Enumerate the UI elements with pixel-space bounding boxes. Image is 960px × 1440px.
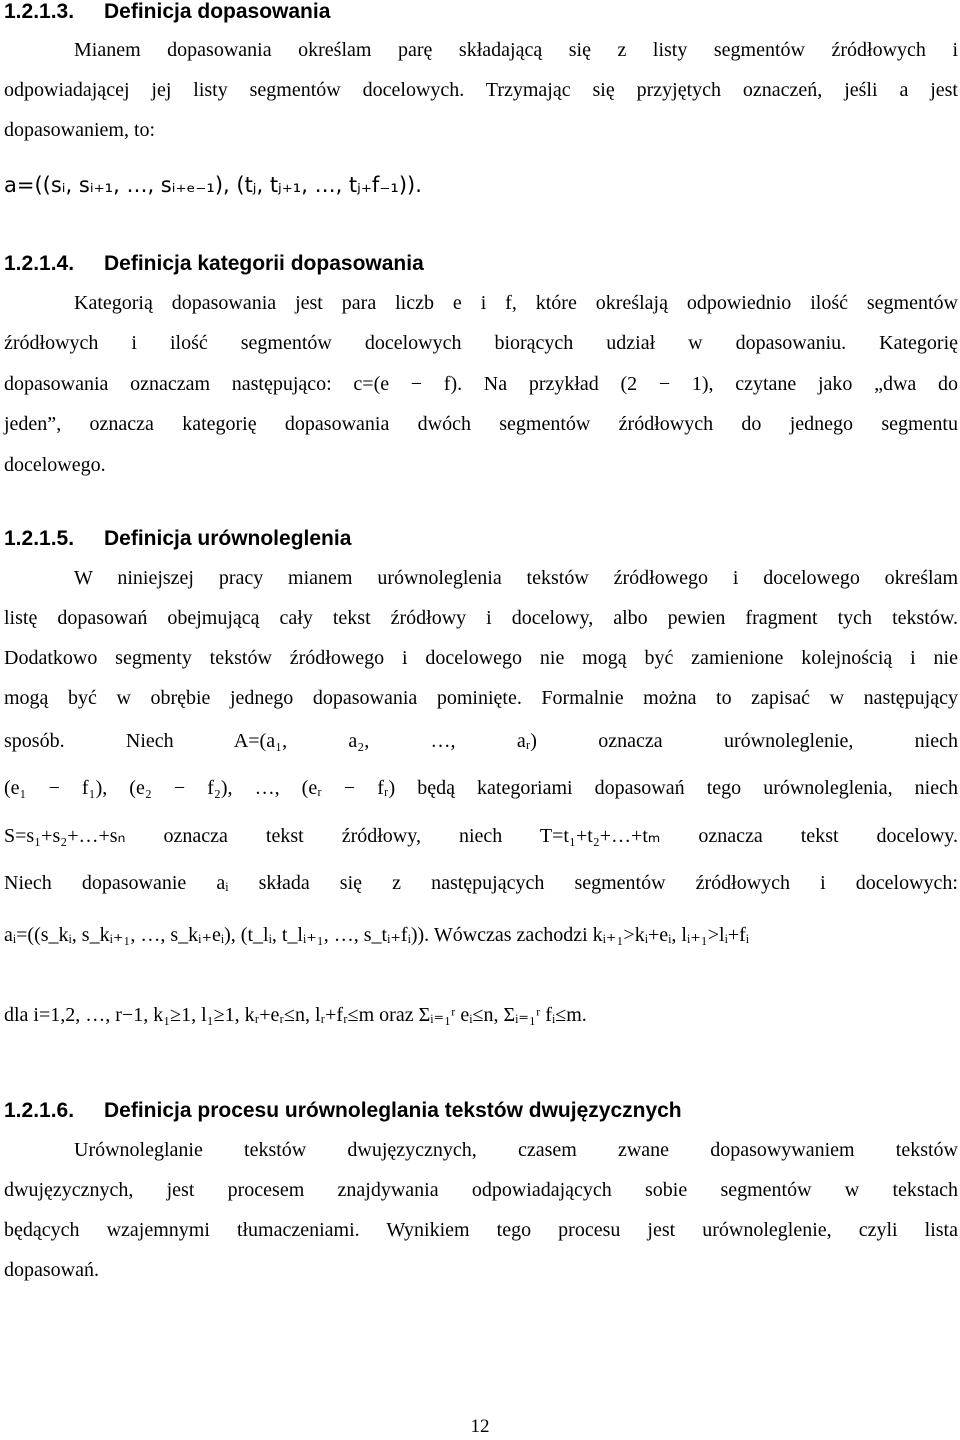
section-heading	[4, 252, 424, 276]
paragraph-line: S=s₁+s₂+…+sₙ oznacza tekst źródłowy, niech T=t₁+t₂+…+tₘ oznacza tekst docelowy.	[4, 825, 958, 847]
paragraph-line: mogą być w obrębie jednego dopasowania pominięte. Formalnie można to zapisać w następujący	[4, 687, 958, 709]
paragraph-line: sposób. Niech A=(a₁, a₂, …, aᵣ) oznacza urównoleglenie, niech	[4, 730, 958, 752]
paragraph-line: listę dopasowań obejmującą cały tekst źródłowy i docelowy, albo pewien fragment tych tekstów.	[4, 607, 958, 629]
page-number: 12	[470, 1416, 490, 1437]
paragraph-line: jeden”, oznacza kategorię dopasowania dwóch segmentów źródłowych do jednego segmentu	[4, 413, 958, 435]
section-heading	[4, 1099, 682, 1123]
paragraph-line: dopasowań.	[4, 1259, 99, 1281]
paragraph-line: dopasowaniem, to:	[4, 119, 156, 141]
paragraph-line: będących wzajemnymi tłumaczeniami. Wynikiem tego procesu jest urównoleglenie, czyli lista	[4, 1219, 958, 1241]
section-title: Definicja procesu urównoleglania tekstów dwujęzycznych	[104, 1099, 682, 1122]
section-title: Definicja dopasowania	[104, 0, 331, 23]
paragraph-line: dopasowania oznaczam następująco: c=(e − f). Na przykład (2 − 1), czytane jako „dwa do	[4, 373, 958, 395]
paragraph-line: W niniejszej pracy mianem urównoleglenia tekstów źródłowego i docelowego określam	[74, 567, 958, 589]
paragraph-line: źródłowych i ilość segmentów docelowych biorących udział w dopasowaniu. Kategorię	[4, 332, 958, 354]
section-heading	[4, 527, 351, 551]
paragraph-line: Dodatkowo segmenty tekstów źródłowego i docelowego nie mogą być zamienione kolejnością i nie	[4, 647, 958, 669]
section-number: 1.2.1.6.	[4, 1099, 75, 1122]
paragraph-line: dwujęzycznych, jest procesem znajdywania odpowiadających sobie segmentów w tekstach	[4, 1179, 958, 1201]
paragraph-line: (e₁ − f₁), (e₂ − f₂), …, (eᵣ − fᵣ) będą kategoriami dopasowań tego urównoleglenia, niech	[4, 777, 958, 799]
section-number: 1.2.1.3.	[4, 0, 75, 23]
section-title: Definicja urównoleglenia	[104, 527, 352, 550]
paragraph-line: aᵢ=((s_kᵢ, s_kᵢ₊₁, …, s_kᵢ₊eᵢ), (t_lᵢ, t_lᵢ₊₁, …, s_tᵢ₊fᵢ)). Wówczas zachodzi kᵢ₊₁>kᵢ+eᵢ, lᵢ₊₁>lᵢ+fᵢ	[4, 924, 750, 946]
paragraph-line: odpowiadającej jej listy segmentów docelowych. Trzymając się przyjętych oznaczeń, jeśli a jest	[4, 79, 958, 101]
paragraph-line: Urównoleglanie tekstów dwujęzycznych, czasem zwane dopasowywaniem tekstów	[74, 1139, 958, 1161]
section-heading	[4, 0, 330, 24]
section-number: 1.2.1.4.	[4, 252, 75, 275]
paragraph-line: Kategorią dopasowania jest para liczb e i f, które określają odpowiednio ilość segmentów	[74, 292, 958, 314]
paragraph-line: dla i=1,2, …, r−1, k₁≥1, l₁≥1, kᵣ+eᵣ≤n, lᵣ+fᵣ≤m oraz Σᵢ₌₁ʳ eᵢ≤n, Σᵢ₌₁ʳ fᵢ≤m.	[4, 1004, 587, 1026]
section-title: Definicja kategorii dopasowania	[104, 252, 424, 275]
math-formula: a=((sᵢ, sᵢ₊₁, …, sᵢ₊ₑ₋₁), (tⱼ, tⱼ₊₁, …, tⱼ₊f₋₁)).	[4, 173, 422, 197]
section-number: 1.2.1.5.	[4, 527, 75, 550]
paragraph-line: Mianem dopasowania określam parę składającą się z listy segmentów źródłowych i	[74, 39, 958, 61]
paragraph-line: Niech dopasowanie aᵢ składa się z następujących segmentów źródłowych i docelowych:	[4, 872, 958, 894]
paragraph-line: docelowego.	[4, 454, 106, 476]
